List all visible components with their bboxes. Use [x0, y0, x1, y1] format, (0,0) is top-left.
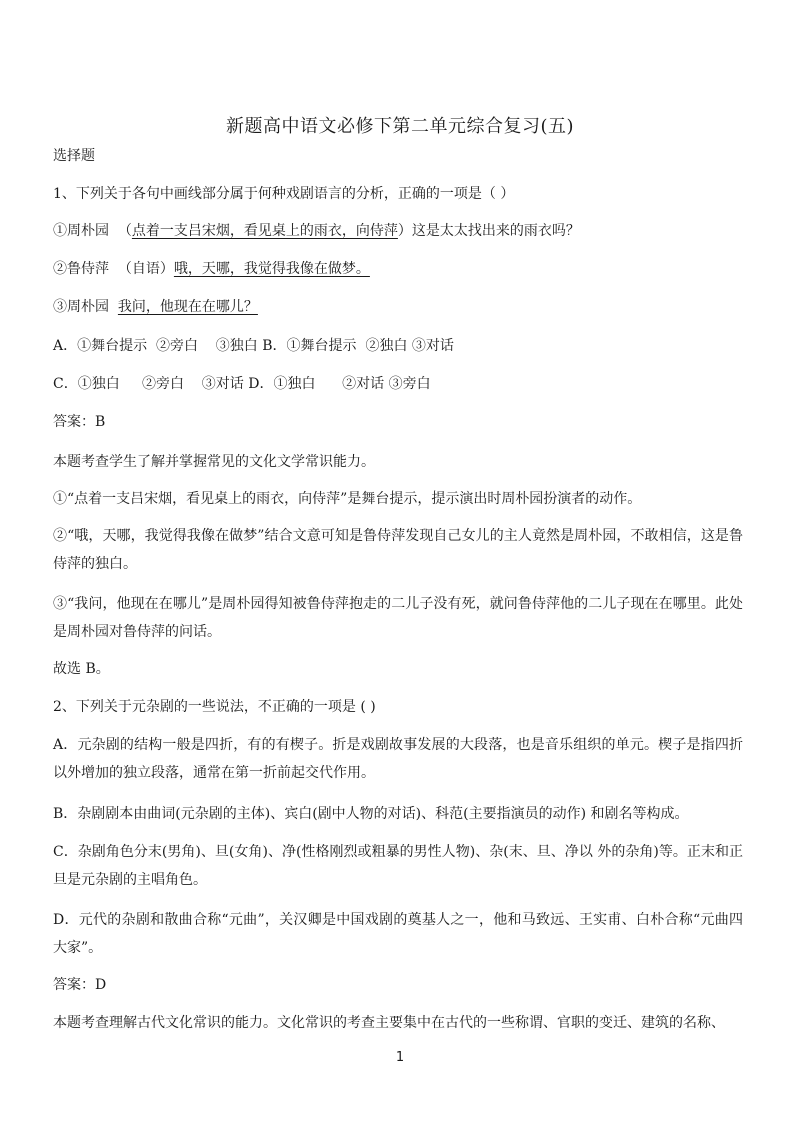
q2-explanation-start: 本题考查理解古代文化常识的能力。文化常识的考查主要集中在古代的一些称谓、官职的变迁、建筑的名称、	[53, 1015, 725, 1031]
q1-item-3-prefix: ③周朴园	[53, 299, 118, 315]
q1-explanation-1: ①“点着一支吕宋烟，看见桌上的雨衣，向侍萍”是舞台提示，提示演出时周朴园扮演者的动作。	[53, 491, 642, 507]
q1-options-ab: A．①舞台提示 ②旁白 ③独白 B．①舞台提示 ②独白 ③对话	[53, 338, 454, 354]
q1-item-2-underlined: 哦，天哪，我觉得我像在做梦。	[173, 261, 370, 277]
q1-explanation-2: ②“哦，天哪，我觉得我像在做梦”结合文意可知是鲁侍萍发现自己女儿的主人竟然是周朴园，不敢相信，这是鲁侍萍的独白。	[53, 528, 743, 572]
q2-option-d: D．元代的杂剧和散曲合称“元曲”，关汉卿是中国戏剧的奠基人之一，他和马致远、王实甫、白朴合称“元曲四大家”。	[53, 912, 743, 956]
q2-option-a: A．元杂剧的结构一般是四折，有的有楔子。折是戏剧故事发展的大段落，也是音乐组织的单元。楔子是指四折以外增加的独立段落，通常在第一折前起交代作用。	[53, 737, 743, 781]
q2-option-c: C．杂剧角色分末(男角)、旦(女角)、净(性格刚烈或粗暴的男性人物)、杂(末、旦、净以 外的杂角)等。正末和正旦是元杂剧的主唱角色。	[53, 844, 743, 888]
q1-item-1-underlined: 点着一支吕宋烟，看见桌上的雨衣，向侍萍	[131, 223, 398, 239]
page-number: 1	[395, 1050, 405, 1065]
document-title: 新题高中语文必修下第二单元综合复习(五)	[225, 116, 575, 137]
q1-item-3	[53, 297, 258, 317]
q1-item-1-prefix: ①周朴园 （	[53, 223, 132, 239]
q1-stem: 1、下列关于各句中画线部分属于何种戏剧语言的分析，正确的一项是（ ）	[53, 186, 515, 202]
q1-item-2-prefix: ②鲁侍萍 （自语）	[53, 261, 174, 277]
q1-explanation-4: 故选 B。	[53, 661, 110, 677]
q1-item-3-underlined: 我问，他现在在哪儿？	[117, 299, 258, 315]
q1-explanation-0: 本题考查学生了解并掌握常见的文化文学常识能力。	[53, 454, 375, 470]
q1-item-1	[53, 221, 580, 241]
q2-stem: 2、下列关于元杂剧的一些说法，不正确的一项是 ( )	[53, 699, 376, 715]
q1-answer: 答案：B	[53, 414, 106, 430]
q1-item-1-suffix: ）这是太太找出来的雨衣吗？	[397, 223, 580, 239]
q2-option-b: B．杂剧剧本由曲词(元杂剧的主体)、宾白(剧中人物的对话)、科范(主要指演员的动作) 和剧名等构成。	[53, 806, 689, 822]
q1-options-cd: C．①独白 ②旁白 ③对话 D．①独白 ②对话 ③旁白	[53, 376, 431, 392]
q2-answer: 答案：D	[53, 977, 107, 993]
q1-explanation-3: ③“我问，他现在在哪儿”是周朴园得知被鲁侍萍抱走的二儿子没有死，就问鲁侍萍他的二儿子现在在哪里。此处是周朴园对鲁侍萍的问话。	[53, 596, 743, 640]
q1-item-2	[53, 259, 370, 279]
section-label: 选择题	[53, 148, 95, 164]
